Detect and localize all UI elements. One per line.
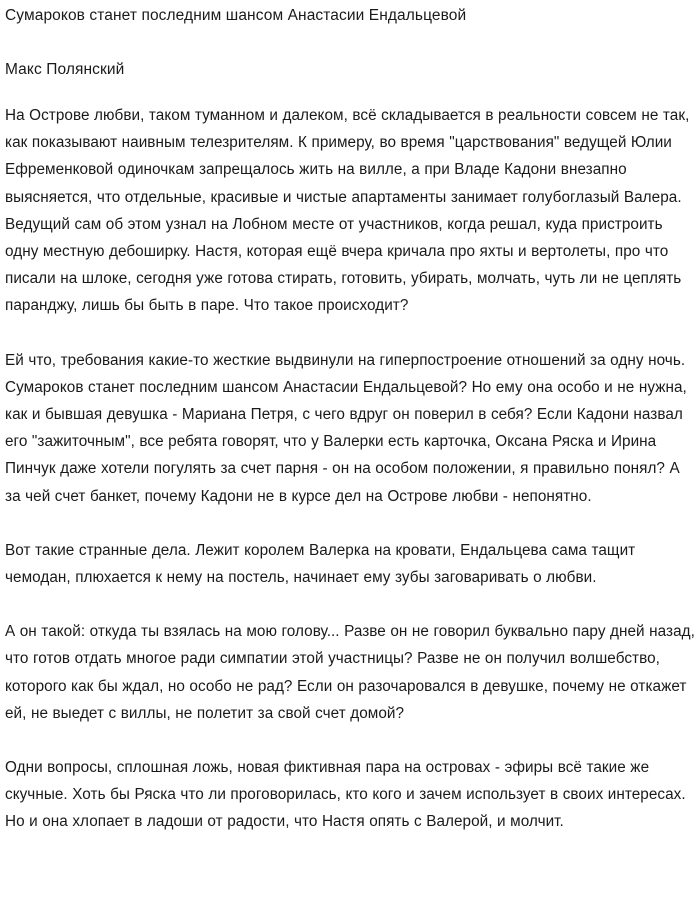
article-byline: Макс Полянский: [5, 61, 125, 78]
article-paragraph: А он такой: откуда ты взялась на мою голову... Разве он не говорил буквально пару дней назад, что готов отдать многое ради симпатии этой участницы? Разве не он получил волшебство, которого как бы ждал, но особо не рад? Если он разочаровался в девушке, почему не откажет ей, не выедет с виллы, не полетит за свой счет домой?: [5, 623, 695, 722]
article-body: [5, 102, 695, 836]
page-title: Сумароков станет последним шансом Анастасии Ендальцевой: [5, 7, 467, 24]
article-paragraph: Одни вопросы, сплошная ложь, новая фиктивная пара на островах - эфиры всё такие же скучные. Хоть бы Ряска что ли проговорилась, кто кого и зачем использует в своих интересах. Но и она хлопает в ладоши от радости, что Настя опять с Валерой, и молчит.: [5, 759, 686, 831]
article-paragraph: Ей что, требования какие-то жесткие выдвинули на гиперпостроение отношений за одну ночь. Сумароков станет последним шансом Анастасии Ендальцевой? Но ему она особо и не нужна, как и бывшая девушка - Мариана Петря, с чего вдруг он поверил в себя? Если Кадони назвал его "зажиточным", все ребята говорят, что у Валерки есть карточка, Оксана Ряска и Ирина Пинчук даже хотели погулять за счет парня - он на особом положении, я правильно понял? А за чей счет банкет, почему Кадони не в курсе дел на Острове любви - непонятно.: [5, 351, 687, 505]
article-paragraph: Вот такие странные дела. Лежит королем Валерка на кровати, Ендальцева сама тащит чемодан, плюхается к нему на постель, начинает ему зубы заговаривать о любви.: [5, 541, 636, 587]
article-paragraph: На Острове любви, таком туманном и далеком, всё складывается в реальности совсем не так, как показывают наивным телезрителям. К примеру, во время "царствования" ведущей Юлии Ефременковой одиночкам запрещалось жить на вилле, а при Владе Кадони внезапно выясняется, что отдельные, красивые и чистые апартаменты занимает голубоглазый Валера. Ведущий сам об этом узнал на Лобном месте от участников, когда решал, куда пристроить одну местную дебоширку. Настя, которая ещё вчера кричала про яхты и вертолеты, про что писали на шлоке, сегодня уже готова стирать, готовить, убирать, молчать, чуть ли не цеплять паранджу, лишь бы быть в паре. Что такое происходит?: [5, 107, 690, 315]
